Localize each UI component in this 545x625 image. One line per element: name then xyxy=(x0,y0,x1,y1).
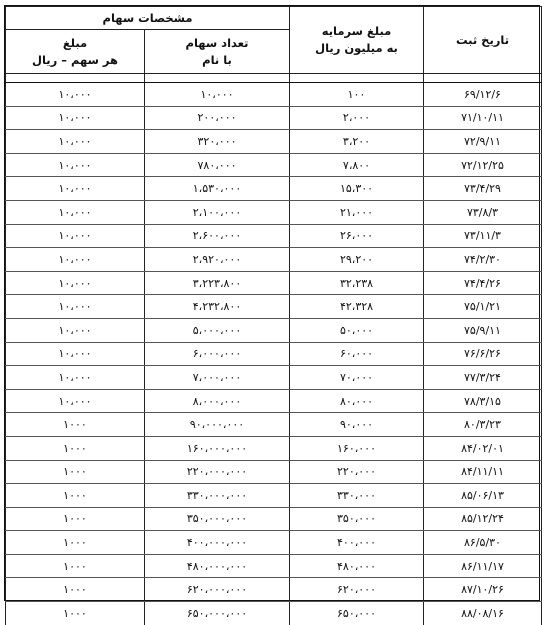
cell-capital: ۸۰،۰۰۰ xyxy=(290,389,424,413)
cell-capital: ۴۲،۳۲۸ xyxy=(290,295,424,319)
cell-share-count: ۲،۹۲۰،۰۰۰ xyxy=(145,248,290,272)
cell-registration-date: ۷۳/۱۱/۳ xyxy=(424,224,542,248)
cell-registration-date: ۸۶/۱۱/۱۷ xyxy=(424,554,542,578)
cell-capital: ۱۰۰ xyxy=(290,83,424,107)
header-capital-line2: به میلیون ریال xyxy=(315,41,398,55)
table-row xyxy=(6,554,542,578)
table-row xyxy=(6,271,542,295)
capital-history-table xyxy=(5,6,542,625)
header-spacer-row xyxy=(6,74,542,83)
table-row xyxy=(6,602,542,625)
cell-registration-date: ۸۵/۱۲/۲۴ xyxy=(424,507,542,531)
cell-registration-date: ۸۶/۵/۳۰ xyxy=(424,531,542,555)
cell-share-price: ۱۰،۰۰۰ xyxy=(6,295,145,319)
cell-share-price: ۱۰،۰۰۰ xyxy=(6,342,145,366)
header-capital xyxy=(290,7,424,74)
header-registration-date xyxy=(424,7,542,74)
cell-capital: ۱۵،۳۰۰ xyxy=(290,177,424,201)
table-row xyxy=(6,295,542,319)
table-row xyxy=(6,578,542,602)
table-row xyxy=(6,224,542,248)
header-shares-group-label: مشخصات سهام xyxy=(102,10,193,25)
cell-registration-date: ۸۵/۰۶/۱۳ xyxy=(424,484,542,508)
cell-registration-date: ۷۲/۹/۱۱ xyxy=(424,130,542,154)
cell-share-count: ۷۸۰،۰۰۰ xyxy=(145,153,290,177)
cell-share-count: ۶۵۰،۰۰۰،۰۰۰ xyxy=(145,602,290,625)
cell-share-count: ۳۲۰،۰۰۰ xyxy=(145,130,290,154)
cell-share-price: ۱۰،۰۰۰ xyxy=(6,177,145,201)
cell-capital: ۳۵۰،۰۰۰ xyxy=(290,507,424,531)
cell-share-price: ۱۰،۰۰۰ xyxy=(6,366,145,390)
cell-share-price: ۱۰،۰۰۰ xyxy=(6,130,145,154)
cell-share-count: ۲۰۰،۰۰۰ xyxy=(145,106,290,130)
table-row xyxy=(6,318,542,342)
cell-share-price: ۱۰،۰۰۰ xyxy=(6,389,145,413)
cell-capital: ۴۸۰،۰۰۰ xyxy=(290,554,424,578)
header-capital-line1: مبلغ سرمایه xyxy=(321,24,392,38)
cell-registration-date: ۶۹/۱۲/۶ xyxy=(424,83,542,107)
table-row xyxy=(6,342,542,366)
cell-share-price: ۱۰،۰۰۰ xyxy=(6,318,145,342)
header-share-count-line1: تعداد سهام xyxy=(185,35,249,50)
cell-share-price: ۱۰۰۰ xyxy=(6,578,145,602)
cell-share-price: ۱۰۰۰ xyxy=(6,531,145,555)
cell-capital: ۲۶،۰۰۰ xyxy=(290,224,424,248)
cell-share-count: ۶۲۰،۰۰۰،۰۰۰ xyxy=(145,578,290,602)
cell-share-count: ۲،۱۰۰،۰۰۰ xyxy=(145,200,290,224)
cell-registration-date: ۷۵/۱/۲۱ xyxy=(424,295,542,319)
cell-capital: ۵۰،۰۰۰ xyxy=(290,318,424,342)
cell-capital: ۶۵۰،۰۰۰ xyxy=(290,602,424,625)
cell-share-price: ۱۰۰۰ xyxy=(6,436,145,460)
cell-share-price: ۱۰،۰۰۰ xyxy=(6,83,145,107)
cell-capital: ۴۰۰،۰۰۰ xyxy=(290,531,424,555)
cell-share-count: ۴۸۰،۰۰۰،۰۰۰ xyxy=(145,554,290,578)
cell-capital: ۲۲۰،۰۰۰ xyxy=(290,460,424,484)
header-shares-group xyxy=(6,7,290,30)
cell-share-price: ۱۰،۰۰۰ xyxy=(6,153,145,177)
cell-share-count: ۹۰،۰۰۰،۰۰۰ xyxy=(145,413,290,437)
cell-share-count: ۱،۵۳۰،۰۰۰ xyxy=(145,177,290,201)
header-registration-date-label: تاریخ ثبت xyxy=(455,32,510,47)
table-row xyxy=(6,106,542,130)
cell-capital: ۲۹،۲۰۰ xyxy=(290,248,424,272)
table-row xyxy=(6,460,542,484)
cell-registration-date: ۸۷/۱۰/۲۶ xyxy=(424,578,542,602)
cell-capital: ۲،۰۰۰ xyxy=(290,106,424,130)
cell-registration-date: ۷۴/۲/۳۰ xyxy=(424,248,542,272)
cell-share-price: ۱۰۰۰ xyxy=(6,413,145,437)
cell-capital: ۱۶۰،۰۰۰ xyxy=(290,436,424,460)
cell-registration-date: ۸۴/۱۱/۱۱ xyxy=(424,460,542,484)
cell-share-price: ۱۰،۰۰۰ xyxy=(6,200,145,224)
table-row xyxy=(6,484,542,508)
table-row xyxy=(6,389,542,413)
table-header xyxy=(6,7,542,83)
cell-registration-date: ۷۲/۱۲/۲۵ xyxy=(424,153,542,177)
capital-history-sheet xyxy=(4,5,540,620)
header-share-count-line2: با نام xyxy=(202,52,232,67)
header-share-price xyxy=(6,30,145,74)
cell-share-price: ۱۰۰۰ xyxy=(6,602,145,625)
cell-share-count: ۲،۶۰۰،۰۰۰ xyxy=(145,224,290,248)
cell-share-count: ۸،۰۰۰،۰۰۰ xyxy=(145,389,290,413)
header-share-price-line1: مبلغ xyxy=(62,35,88,50)
cell-share-price: ۱۰،۰۰۰ xyxy=(6,106,145,130)
cell-capital: ۶۲۰،۰۰۰ xyxy=(290,578,424,602)
cell-share-count: ۷،۰۰۰،۰۰۰ xyxy=(145,366,290,390)
cell-share-count: ۳،۲۲۳،۸۰۰ xyxy=(145,271,290,295)
cell-capital: ۷۰،۰۰۰ xyxy=(290,366,424,390)
cell-share-count: ۵،۰۰۰،۰۰۰ xyxy=(145,318,290,342)
table-row xyxy=(6,413,542,437)
table-row xyxy=(6,436,542,460)
cell-share-count: ۲۲۰،۰۰۰،۰۰۰ xyxy=(145,460,290,484)
table-row xyxy=(6,531,542,555)
cell-share-price: ۱۰۰۰ xyxy=(6,460,145,484)
table-row xyxy=(6,200,542,224)
table-row xyxy=(6,366,542,390)
cell-registration-date: ۸۴/۰۲/۰۱ xyxy=(424,436,542,460)
cell-share-price: ۱۰۰۰ xyxy=(6,554,145,578)
cell-share-count: ۴۰۰،۰۰۰،۰۰۰ xyxy=(145,531,290,555)
table-row xyxy=(6,507,542,531)
cell-share-count: ۴،۲۳۲،۸۰۰ xyxy=(145,295,290,319)
cell-share-price: ۱۰،۰۰۰ xyxy=(6,224,145,248)
table-row xyxy=(6,153,542,177)
cell-share-count: ۳۵۰،۰۰۰،۰۰۰ xyxy=(145,507,290,531)
table-body xyxy=(6,83,542,625)
table-row xyxy=(6,177,542,201)
cell-share-price: ۱۰۰۰ xyxy=(6,484,145,508)
cell-capital: ۳۲،۲۳۸ xyxy=(290,271,424,295)
cell-registration-date: ۷۳/۸/۳ xyxy=(424,200,542,224)
cell-registration-date: ۷۸/۳/۱۵ xyxy=(424,389,542,413)
cell-registration-date: ۸۸/۰۸/۱۶ xyxy=(424,602,542,625)
cell-capital: ۹۰،۰۰۰ xyxy=(290,413,424,437)
cell-share-price: ۱۰،۰۰۰ xyxy=(6,248,145,272)
cell-registration-date: ۷۶/۶/۲۶ xyxy=(424,342,542,366)
cell-registration-date: ۷۳/۴/۲۹ xyxy=(424,177,542,201)
cell-share-count: ۱۶۰،۰۰۰،۰۰۰ xyxy=(145,436,290,460)
cell-capital: ۳۳۰،۰۰۰ xyxy=(290,484,424,508)
table-row xyxy=(6,130,542,154)
table-row xyxy=(6,248,542,272)
cell-share-price: ۱۰،۰۰۰ xyxy=(6,271,145,295)
cell-capital: ۲۱،۰۰۰ xyxy=(290,200,424,224)
cell-registration-date: ۷۷/۳/۲۴ xyxy=(424,366,542,390)
cell-capital: ۳،۲۰۰ xyxy=(290,130,424,154)
cell-share-count: ۶،۰۰۰،۰۰۰ xyxy=(145,342,290,366)
cell-share-count: ۳۳۰،۰۰۰،۰۰۰ xyxy=(145,484,290,508)
header-share-count xyxy=(145,30,290,74)
cell-registration-date: ۷۵/۹/۱۱ xyxy=(424,318,542,342)
cell-share-count: ۱۰،۰۰۰ xyxy=(145,83,290,107)
cell-capital: ۷،۸۰۰ xyxy=(290,153,424,177)
cell-registration-date: ۷۱/۱۰/۱۱ xyxy=(424,106,542,130)
cell-registration-date: ۷۴/۴/۲۶ xyxy=(424,271,542,295)
table-row xyxy=(6,83,542,107)
cell-share-price: ۱۰۰۰ xyxy=(6,507,145,531)
cell-registration-date: ۸۰/۳/۲۳ xyxy=(424,413,542,437)
cell-capital: ۶۰،۰۰۰ xyxy=(290,342,424,366)
header-share-price-line2: هر سهم – ریال xyxy=(31,52,119,67)
